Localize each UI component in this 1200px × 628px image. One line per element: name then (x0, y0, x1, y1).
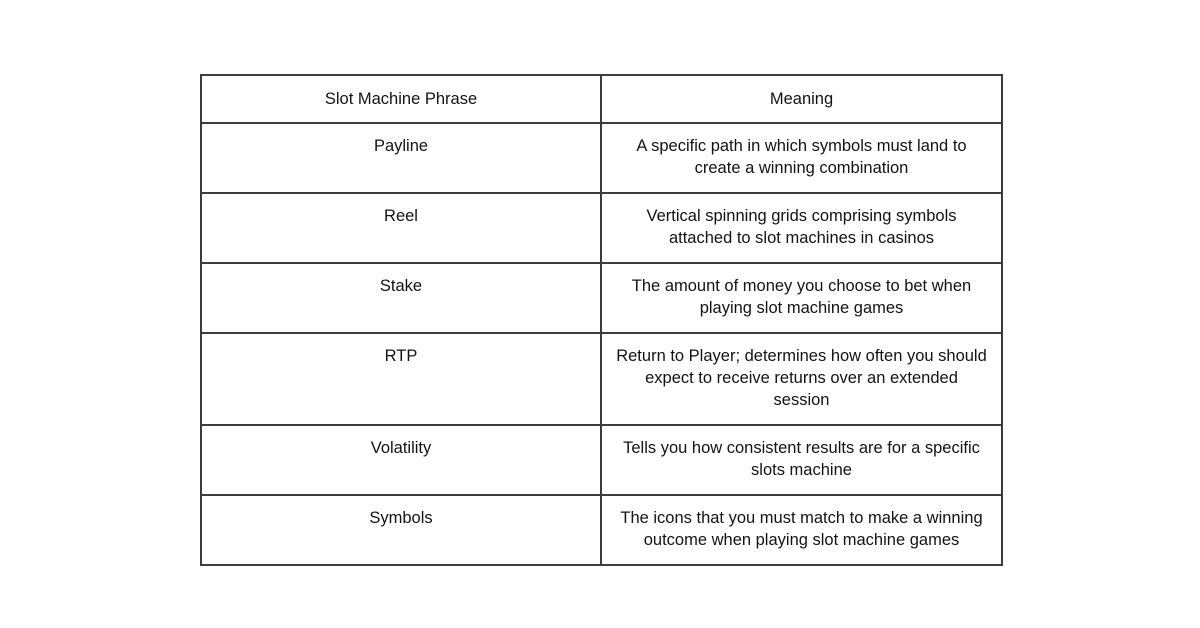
cell-meaning-label: Vertical spinning grids comprising symbols attached to slot machines in casinos (646, 207, 957, 247)
cell-meaning (601, 333, 1002, 425)
table-row (201, 123, 1002, 193)
cell-meaning (601, 263, 1002, 333)
table-body (201, 123, 1002, 565)
column-header-meaning-label: Meaning (769, 90, 834, 108)
column-header-meaning (601, 75, 1002, 123)
cell-meaning-label: A specific path in which symbols must land to create a winning combination (636, 137, 967, 177)
table-row (201, 263, 1002, 333)
cell-meaning (601, 425, 1002, 495)
cell-meaning-label: The amount of money you choose to bet when playing slot machine games (631, 277, 972, 317)
cell-phrase (201, 425, 601, 495)
column-header-slot-machine-phrase-label: Slot Machine Phrase (324, 90, 478, 108)
table-row (201, 193, 1002, 263)
cell-meaning (601, 193, 1002, 263)
cell-phrase (201, 123, 601, 193)
cell-phrase-label: Volatility (370, 439, 432, 457)
cell-meaning (601, 123, 1002, 193)
cell-phrase-label: Stake (379, 277, 423, 295)
cell-phrase (201, 495, 601, 565)
cell-phrase-label: Reel (384, 207, 418, 225)
table-header-row (201, 75, 1002, 123)
cell-meaning-label: Tells you how consistent results are for a specific slots machine (623, 439, 980, 479)
cell-phrase-label: Symbols (369, 509, 433, 527)
slot-machine-glossary-table (200, 74, 1003, 566)
table-row (201, 495, 1002, 565)
cell-phrase-label: RTP (384, 347, 418, 365)
table-header (201, 75, 1002, 123)
cell-meaning-label: The icons that you must match to make a winning outcome when playing slot machine games (620, 509, 983, 549)
cell-phrase (201, 193, 601, 263)
table-row (201, 425, 1002, 495)
cell-meaning-label: Return to Player; determines how often you should expect to receive returns over an extended session (616, 347, 987, 409)
cell-phrase-label: Payline (373, 137, 429, 155)
cell-phrase (201, 333, 601, 425)
column-header-slot-machine-phrase (201, 75, 601, 123)
table-row (201, 333, 1002, 425)
cell-meaning (601, 495, 1002, 565)
cell-phrase (201, 263, 601, 333)
